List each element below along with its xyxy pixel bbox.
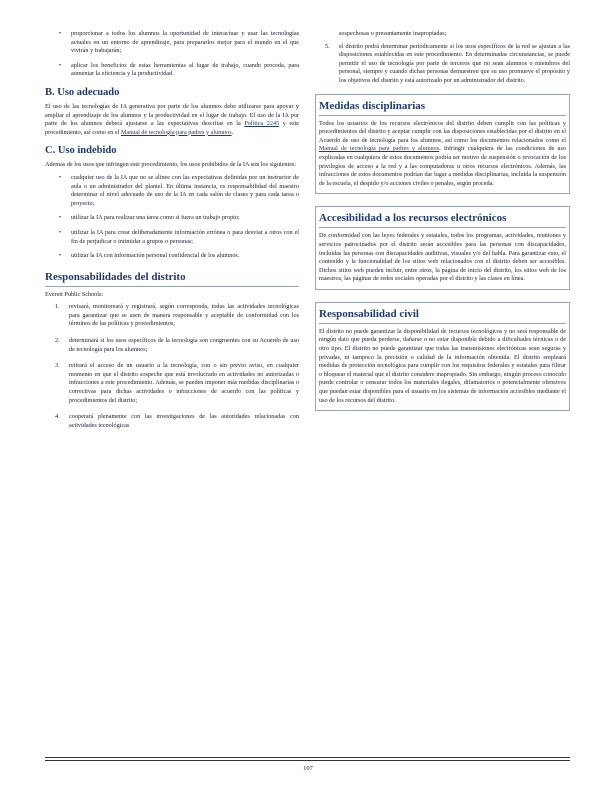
accesibilidad-box	[315, 206, 570, 290]
bullet-icon: •	[59, 253, 62, 260]
section-heading-medidas: Medidas disciplinarias	[319, 99, 426, 112]
list-item-text: aplicar los beneficios de estas herramientas al lugar de trabajo, cuando proceda, para aumentar la eficiencia y la productividad.	[71, 61, 299, 78]
responsabilidades-intro: Everett Public Schools:	[45, 290, 104, 298]
section-heading-uso-indebido: C. Uso indebido	[45, 145, 117, 157]
list-item	[55, 303, 299, 329]
list-item	[55, 362, 299, 405]
technology-manual-link[interactable]: Manual de tecnología para padres y alumnos	[319, 145, 440, 153]
list-item-text: determinará si los usos específicos de la tecnología son congruentes con su Acuerdo de uso de tecnología para los alumnos;	[69, 337, 299, 353]
paragraph-text: y este procedimiento, así como en el	[45, 120, 300, 136]
paragraph-text: . Infringir cualquiera de las condiciones de uso explicadas en cualquiera de estos documentos podría ser motivo de suspensión o revocación de los privilegios de acceso a la red y a las computadoras u otros recursos electrónicos. Además, las infracciones de estos documentos podrían dar lugar a medidas disciplinarias, incluida la suspensión de la escuela, el despido y/o acciones civiles o penales, según proceda.	[319, 145, 567, 187]
heading-divider	[319, 115, 566, 116]
uso-adecuado-paragraph	[45, 103, 299, 137]
paragraph-text: El uso de las tecnologías de IA generativa por parte de los alumnos debe utilizarse para apoyar y ampliar el aprendizaje de los alumnos y la productividad en el lugar de trabajo. El uso de la IA por parte de los alumnos deberá ajustarse a las expectativas descritas en la	[45, 102, 299, 128]
list-item	[325, 43, 570, 86]
bullet-icon: •	[59, 174, 62, 181]
left-column	[45, 30, 299, 438]
list-item	[59, 62, 299, 79]
list-item-text: utilizar la IA para realizar una tarea como si fuera un trabajo propio;	[71, 214, 240, 222]
heading-divider	[45, 286, 299, 287]
list-item	[59, 30, 299, 56]
list-item-number: 5.	[325, 42, 330, 50]
uso-indebido-intro: Además de los usos que infringen este procedimiento, los usos prohibidos de la IA son los siguientes:	[45, 161, 297, 169]
heading-divider	[319, 323, 566, 324]
responsabilidad-civil-box	[315, 302, 570, 411]
footer-divider	[45, 757, 570, 758]
list-item-text: utilizar la IA con información personal confidencial de los alumnos.	[71, 252, 240, 260]
medidas-paragraph	[319, 120, 566, 189]
list-item	[59, 252, 299, 261]
list-item-number: 2.	[55, 337, 60, 345]
medidas-disciplinarias-box	[315, 94, 570, 195]
section-heading-uso-adecuado: B. Uso adecuado	[45, 86, 120, 98]
technology-manual-link[interactable]: Manual de tecnología para padres y alumnos	[120, 128, 232, 136]
right-column	[315, 30, 570, 423]
list-item-text: cooperará plenamente con las investigaciones de las autoridades relacionadas con actividades tecnológicas	[69, 413, 299, 429]
list-item	[59, 174, 299, 208]
paragraph-text: Todos los usuarios de los recursos electrónicos del distrito deben cumplir con las políticas y procedimientos del distrito y aceptar cumplir con las disposiciones establecidas por el distrito en el Acuerdo de uso de tecnología para los alumnos, así como los documentos relacionados como el	[319, 119, 566, 144]
footer-divider	[45, 760, 570, 761]
list-item-text: proporcionar a todos los alumnos la oportunidad de interactuar y usar las tecnologías actuales en un entorno de aprendizaje, para prepararlos mejor para el mundo en el que vivirán y trabajarán;	[71, 30, 299, 55]
list-item-text: retirará el acceso de un usuario a la tecnología, con o sin previo aviso, en cualquier momento en que el distrito sospeche que está involucrado en actividades no autorizadas o infracciones a este procedimiento. Además, se pueden imponer más medidas disciplinarias o correctivas para dichas actividades o infracciones de acuerdo con las políticas y procedimientos del distrito;	[69, 362, 299, 404]
list-item-text: revisará, monitoreará y registrará, según corresponda, todas las actividades tecnológicas para garantizar que se usen de manera responsable y aceptable de conformidad con los términos de las políticas y procedimientos;	[69, 303, 299, 328]
section-heading-responsabilidades: Responsabilidades del distrito	[45, 270, 186, 283]
list-item-text: el distrito podrá determinar periódicamente si los usos específicos de la red se ajustan a las disposiciones establecidas en este procedimiento. En determinadas circunstancias, se puede permitir el uso de tecnología por parte de terceros que no sean alumnos o miembros del personal, siempre y cuando dichas personas demuestren que su uso promueve el propósito y los objetivos del distrito y está autorizado por un administrador del distrito.	[339, 42, 570, 84]
section-heading-accesibilidad: Accesibilidad a los recursos electrónicos	[319, 212, 507, 225]
section-heading-responsabilidad-civil: Responsabilidad civil	[319, 307, 419, 320]
list-item	[59, 214, 299, 223]
list-item-text: utilizar la IA para crear deliberadamente información errónea o para desviar a otros con el fin de perjudicar o intimidar a grupos o personas;	[71, 228, 299, 245]
list-item	[55, 413, 299, 430]
list-item-text: cualquier uso de la IA que no se alinee con las expectativas definidas por un instructor de aula o un administrador del plantel. En última instancia, es responsabilidad del maestro determinar el nivel adecuado de uso de la IA en cada salón de clases y para cada tarea o proyecto;	[71, 173, 299, 207]
heading-divider	[319, 227, 566, 228]
page-number: 107	[303, 765, 313, 772]
responsabilidad-civil-paragraph: El distrito no puede garantizar la disponibilidad de recursos tecnológicos y no será responsable de ningún dato que pueda perderse, dañarse o no estar disponible debido a dificultades técnicas o de otro tipo. El distrito no puede garantizar que todas las transmisiones electrónicas sean seguras y privadas, ni tampoco la precisión o calidad de la información obtenida. El distrito empleará medidas de protección tecnológica para cumplir con los requisitos federales y estatales para filtrar o bloquear el material que el distrito considere inapropiado. Sin embargo, ningún proceso conocido puede controlar o censurar todos los materiales ilegales, difamatorios o potencialmente ofensivos que puedan estar disponibles para el usuario en los sistemas de información accesibles mediante el uso de los recursos del distrito.	[319, 327, 566, 404]
continuation-text: sospechosas o presuntamente inapropiadas;	[339, 30, 447, 37]
bullet-icon: •	[59, 229, 62, 236]
bullet-icon: •	[59, 31, 62, 37]
bullet-icon: •	[59, 62, 62, 69]
list-item-number: 1.	[55, 303, 60, 311]
list-item-number: 3.	[55, 362, 60, 370]
paragraph-text: .	[231, 128, 234, 136]
list-item	[55, 337, 299, 354]
accesibilidad-paragraph: De conformidad con las leyes federales y estatales, todos los programas, actividades, reuniones y servicios patrocinados por el distrito serán accesibles para las personas con discapacidades, incluidas las personas con discapacidades auditivas, visuales y/o del habla. Para garantizar esto, el contenido y la funcionalidad de los sitios web relacionados con el distrito deben ser accesibles. Dichos sitios web pueden incluir, entre otros, la página de inicio del distrito, los sitios web de los maestros, las páginas de redes sociales operadas por el distrito y las clases en línea.	[319, 232, 566, 283]
policy-2245-link[interactable]: Política 2245	[244, 120, 280, 128]
list-item	[59, 229, 299, 246]
list-item-number: 4.	[55, 413, 60, 421]
bullet-icon: •	[59, 215, 62, 222]
